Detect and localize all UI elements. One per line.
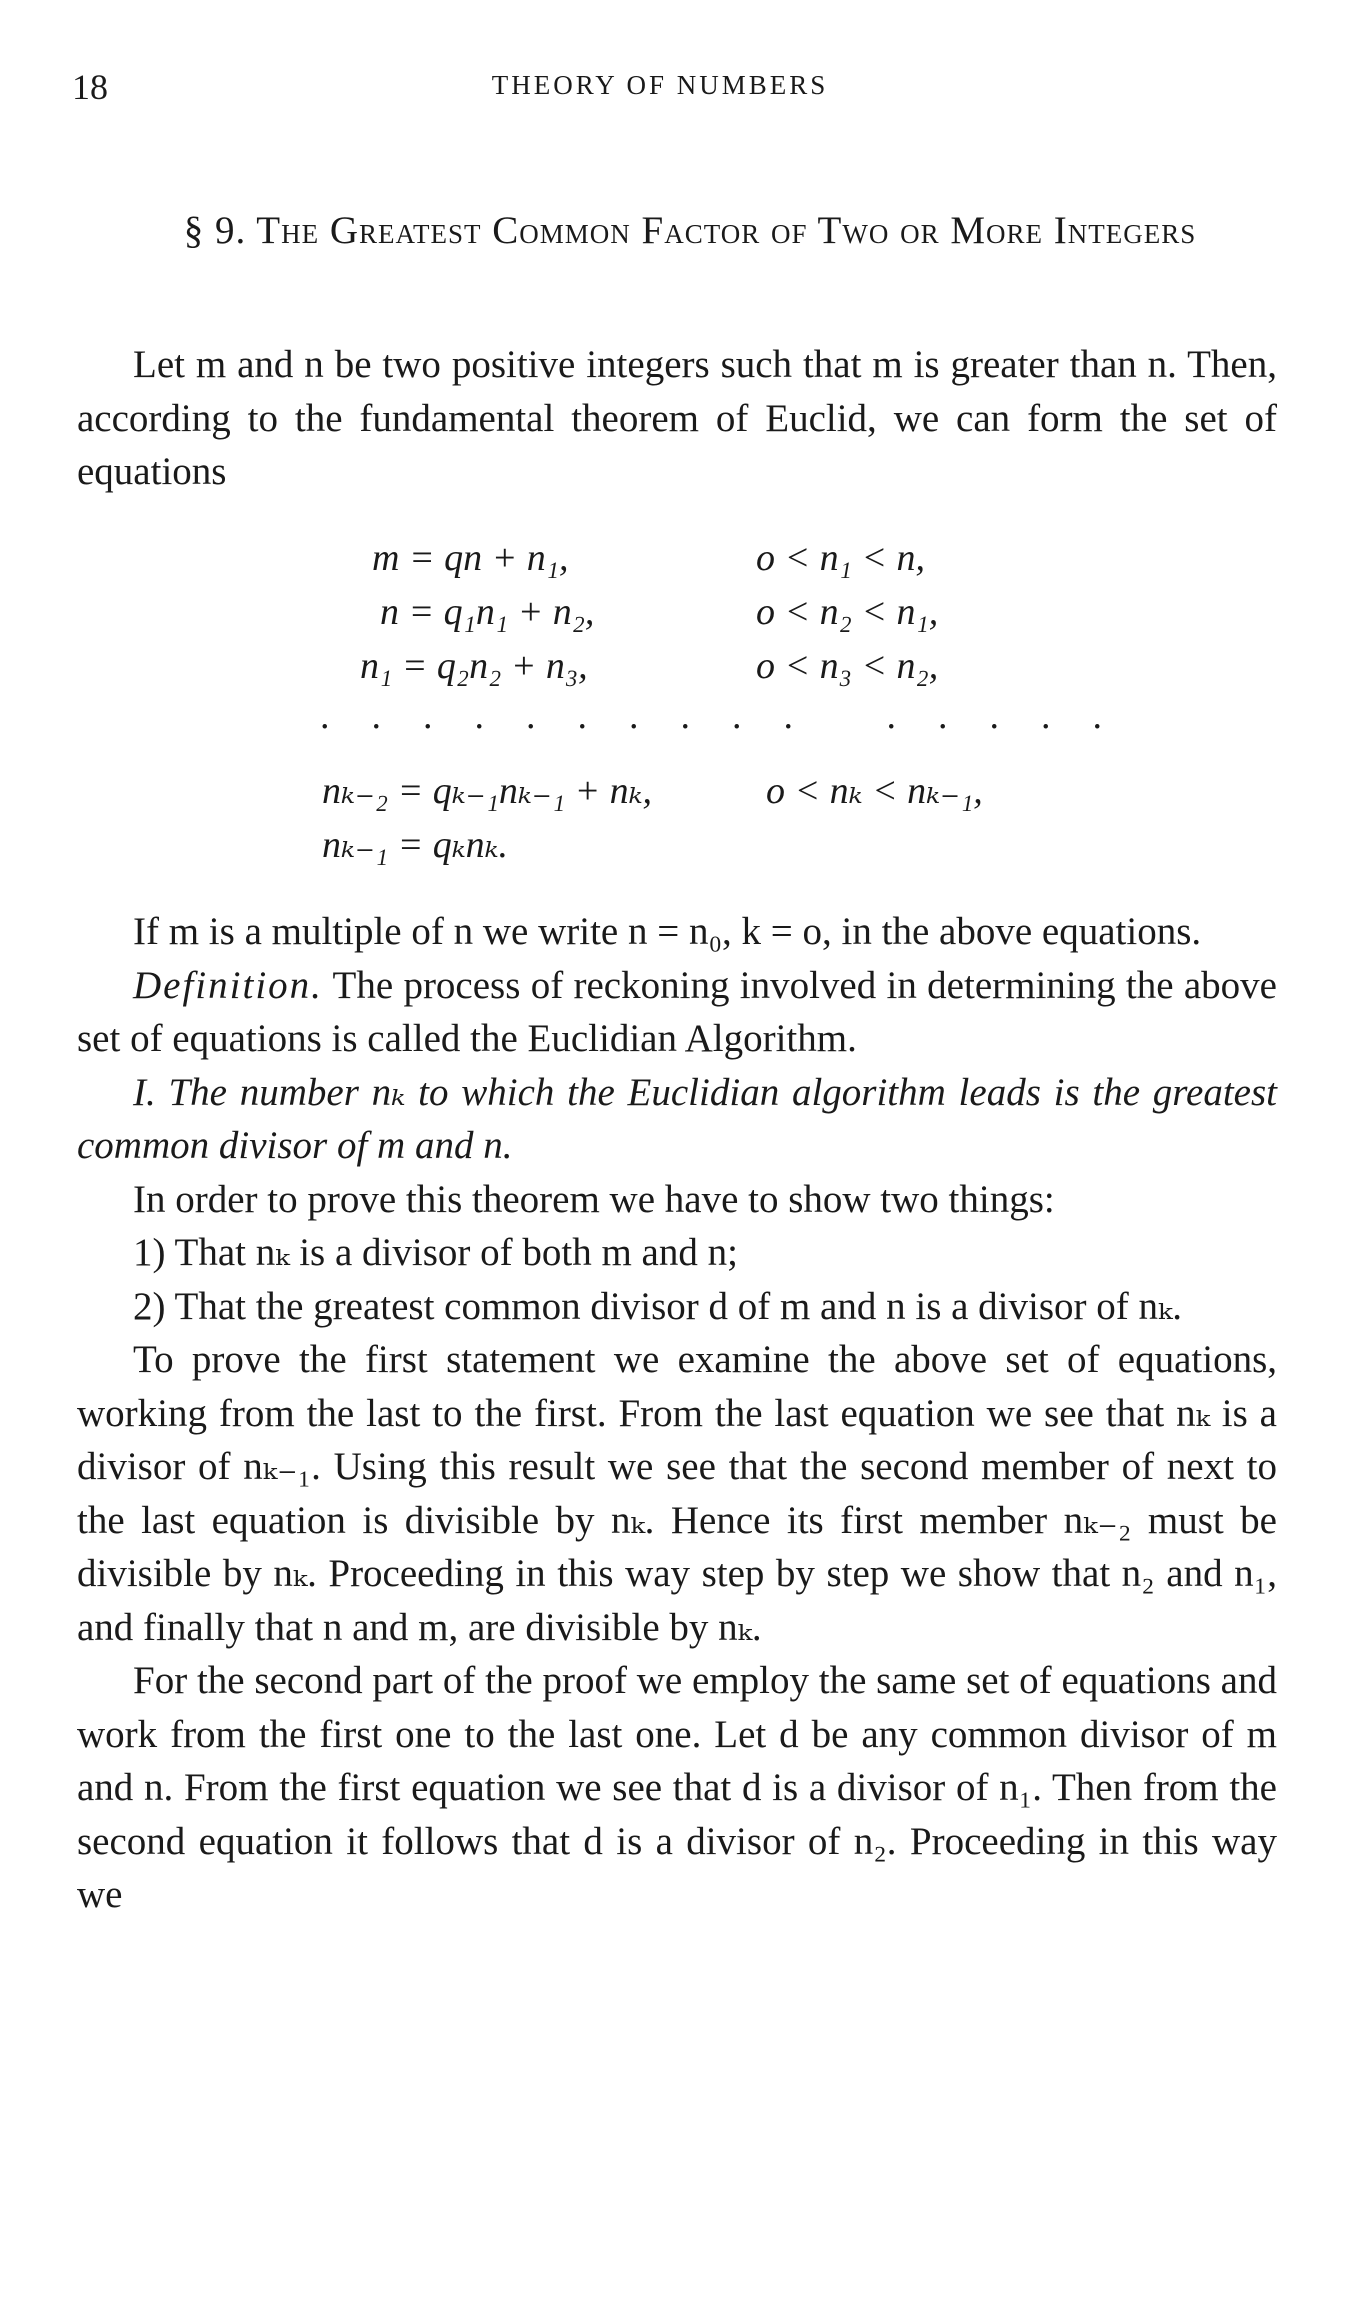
list-item: 1) That nₖ is a divisor of both m and n; [133,1231,738,1274]
page-number: 18 [72,67,108,107]
theorem-statement: I. The number nₖ to which the Euclidian algorithm leads is the greatest common divisor of m and n. [77,1070,1277,1167]
ellipsis-row: .......... ..... [320,695,1144,737]
equation-set [0,536,1369,896]
multiple-note: If m is a multiple of n we write n = n₀, k = o, in the above equations. [133,910,1202,953]
intro-block [77,338,1277,499]
equation-left: n₁ = q₂n₂ + n₃, [360,645,588,687]
equation-row [0,590,1369,640]
equation-left: n = q₁n₁ + n₂, [380,591,595,633]
section-heading: § 9. The Greatest Common Factor of Two or More Integers [183,209,1197,252]
intro-paragraph: Let m and n be two positive integers such that m is greater than n. Then, according to the fundamental theorem of Euclid, we can form the set of equations [77,343,1277,493]
first-statement-paragraph: To prove the first statement we examine the above set of equations, working from the last to the first. From the last equation we see that nₖ is a divisor of nₖ₋₁. Using this result we see that the second member of next to the last equation is divisible by nₖ. Hence its first member nₖ₋₂ must be divisible by nₖ. Proceeding in this way step by step we show that n₂ and n₁, and finally that n and m, are divisible by nₖ. [77,1338,1277,1649]
running-head [0,62,1369,112]
equation-inequality: o < nₖ < nₖ₋₁, [766,770,983,812]
equation-inequality: o < n₃ < n₂, [756,645,939,687]
proof-intro: In order to prove this theorem we have to show two things: [133,1177,1055,1221]
list-item: 2) That the greatest common divisor d of m and n is a divisor of nₖ. [133,1284,1182,1328]
body-text [77,905,1277,1922]
equation-inequality: o < n₂ < n₁, [756,591,939,633]
equation-left: nₖ₋₁ = qₖnₖ. [322,824,508,866]
equation-row [0,536,1369,586]
equation-row [0,768,1369,818]
equation-left: m = qn + n₁, [372,537,569,579]
running-title: THEORY OF NUMBERS [491,70,829,100]
equation-row [0,644,1369,694]
equation-inequality: o < n₁ < n, [756,537,925,579]
second-part-paragraph: For the second part of the proof we employ the same set of equations and work from the first one to the last one. Let d be any common divisor of m and n. From the first equation we see that d is a divisor of n₁. Then from the second equation it follows that d is a divisor of n₂. Proceeding in this way we [77,1659,1277,1916]
equation-row [0,822,1369,872]
equation-left: nₖ₋₂ = qₖ₋₁nₖ₋₁ + nₖ, [322,770,653,812]
definition-label: Definition. [133,963,323,1007]
definition-paragraph [77,959,1277,1066]
definition-text: The process of reckoning involved in determining the above set of equations is called the Euclidian Algorithm. [77,963,1277,1060]
